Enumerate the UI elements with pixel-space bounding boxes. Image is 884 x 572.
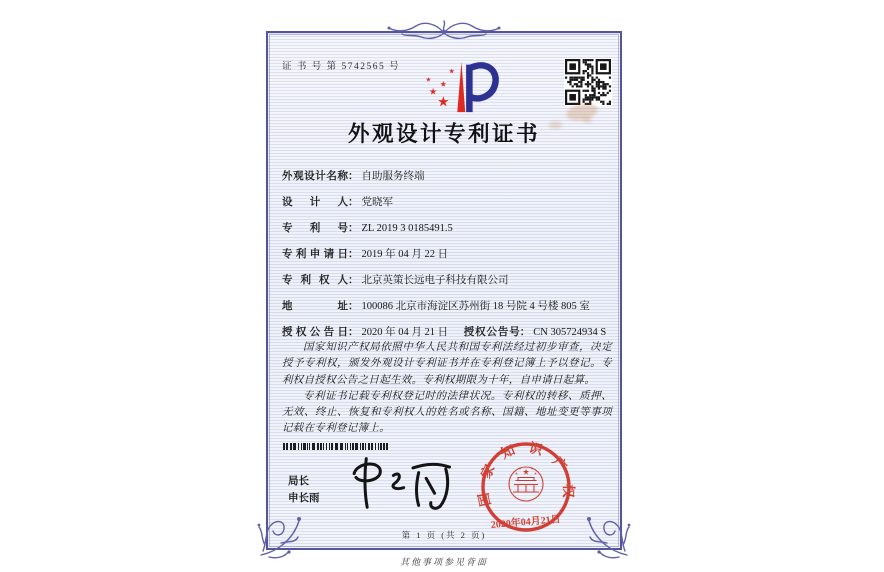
field-patentee: 专利权人： 北京英策长远电子科技有限公司 (282, 275, 509, 286)
seal-date-text: 2020年04月21日 (490, 513, 562, 532)
grant-number-pair: 授权公告号： CN 305724934 S (463, 327, 607, 338)
seal-org-text: 国家知识产权局 (470, 427, 577, 508)
field-value: 2019 年 04 月 22 日 (361, 249, 449, 260)
field-label: 授权公告号 (463, 327, 520, 338)
field-patent-number: 专利号： ZL 2019 3 0185491.5 (282, 223, 453, 234)
field-label: 专利权人 (282, 275, 348, 286)
certificate-number: 证 书 号 第 5742565 号 (282, 62, 401, 72)
certificate-title: 外观设计专利证书 (347, 122, 540, 146)
field-list (282, 171, 616, 353)
qr-code (564, 58, 612, 106)
certificate-frame (266, 31, 622, 550)
legal-paragraph-1: 国家知识产权局依照中华人民共和国专利法经过初步审查，决定授予专利权，颁发外观设计专利证书并在专利登记簿上予以登记。专利权自授权公告之日起生效。专利权期限为十年，自申请日起算。 (282, 342, 612, 386)
barcode (283, 443, 391, 450)
field-label: 专利号 (282, 223, 348, 234)
field-address: 地址： 100086 北京市海淀区苏州街 18 号院 4 号楼 805 室 (282, 301, 590, 312)
signer-name: 申长雨 (288, 493, 320, 504)
field-design-name: 外观设计名称： 自助服务终端 (282, 171, 425, 182)
cnipa-logo-icon (420, 60, 502, 114)
field-value: 2020 年 04 月 21 日 (361, 327, 449, 338)
field-value: ZL 2019 3 0185491.5 (361, 223, 453, 234)
field-label: 设计人 (282, 197, 348, 208)
field-value: 北京英策长远电子科技有限公司 (361, 275, 509, 286)
field-label: 外观设计名称 (282, 171, 348, 182)
signature-handwriting (340, 453, 458, 511)
field-label: 授权公告日 (282, 327, 348, 338)
page-number: 第 1 页 (共 2 页) (401, 530, 487, 540)
field-value: 自助服务终端 (361, 171, 425, 182)
field-value: 党晓军 (361, 197, 393, 208)
field-grant-row (282, 327, 616, 339)
legal-text (282, 340, 612, 438)
field-value: 100086 北京市海淀区苏州街 18 号院 4 号楼 805 室 (361, 301, 590, 312)
field-label: 地址 (282, 301, 348, 312)
legal-paragraph-2: 专利证书记载专利权登记时的法律状况。专利权的转移、质押、无效、终止、恢复和专利权人的姓名或名称、国籍、地址变更等事项记载在专利登记簿上。 (282, 390, 612, 435)
signer-role: 局长 (288, 476, 309, 487)
national-emblem-icon (509, 467, 543, 501)
official-seal (470, 427, 577, 535)
field-application-date: 专利申请日： 2019 年 04 月 22 日 (282, 249, 449, 260)
field-label: 专利申请日 (282, 249, 348, 260)
grant-date-pair: 授权公告日： 2020 年 04 月 21 日 (282, 327, 449, 338)
field-designer: 设计人： 党晓军 (282, 197, 393, 208)
field-value: CN 305724934 S (533, 327, 607, 338)
back-note: 其他事项参见背面 (399, 557, 488, 567)
border-ornament-top (382, 19, 506, 47)
signer-block (288, 473, 320, 507)
